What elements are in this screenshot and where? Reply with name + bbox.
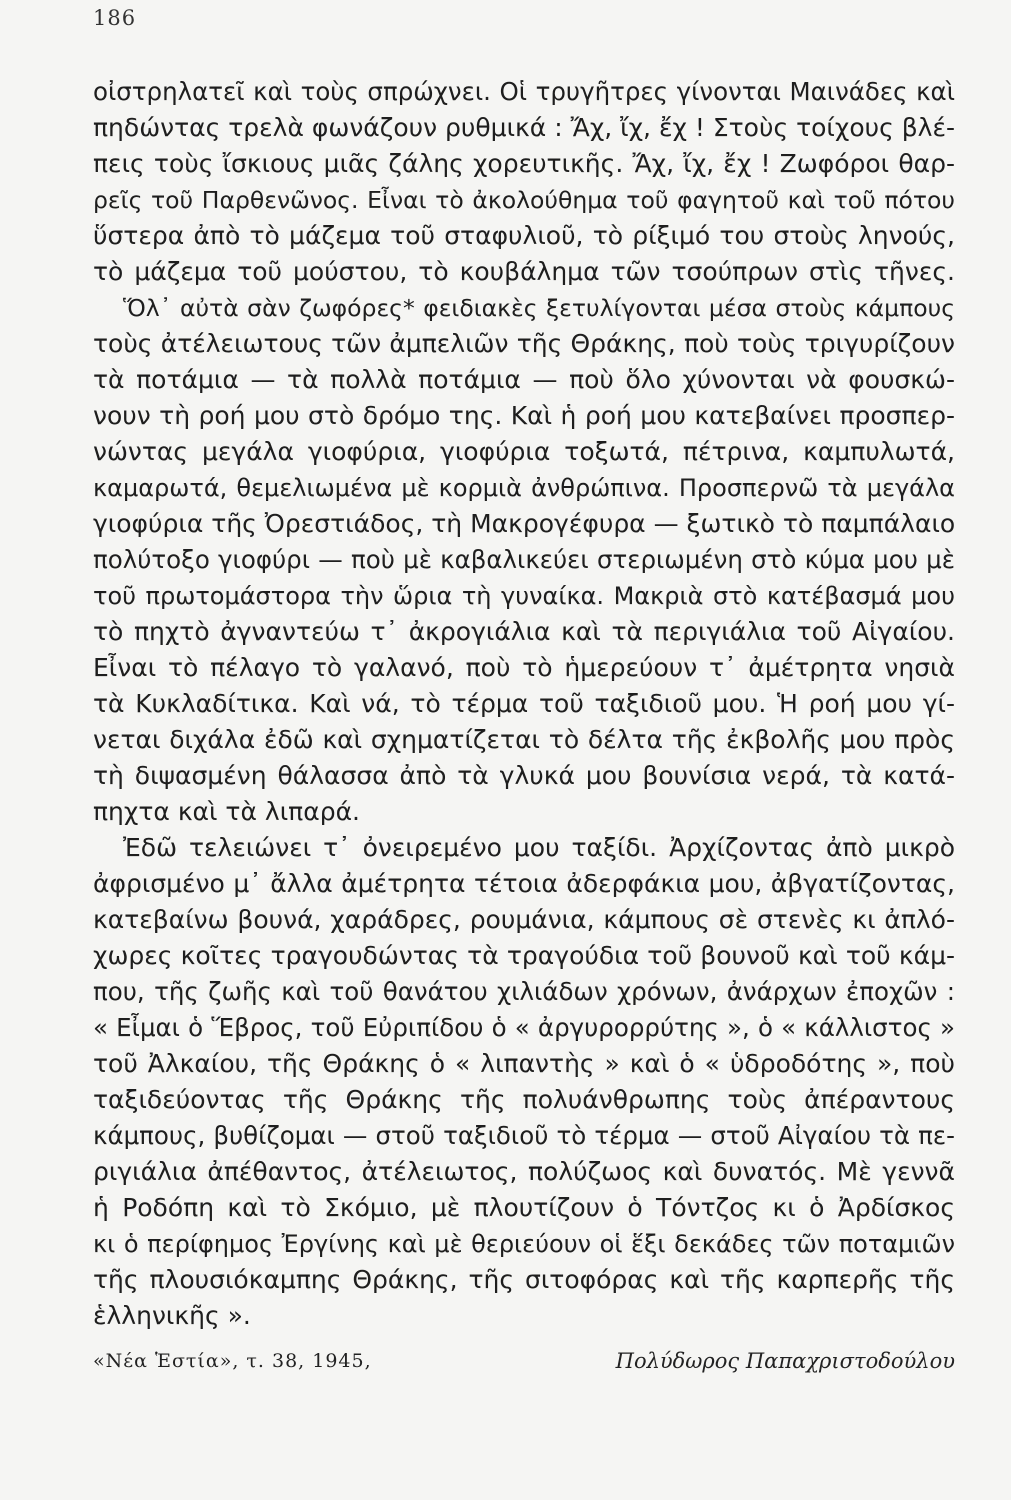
text-line: καμαρωτά, θεμελιωμένα μὲ κορμιὰ ἀνθρώπινα. Προσπερνῶ τὰ μεγάλα [93, 474, 955, 502]
text-line: νουν τὴ ροή μου στὸ δρόμο της. Καὶ ἡ ροή μου κατεβαίνει προσπερ- [93, 401, 955, 430]
text-line: κι ὁ περίφημος Ἐργίνης καὶ μὲ θεριεύουν οἱ ἕξι δεκάδες τῶν ποταμιῶν [93, 1230, 955, 1258]
text-line: τοῦ Ἀλκαίου, τῆς Θράκης ὁ « λιπαντὴς » καὶ ὁ « ὑδροδότης », ποὺ [93, 1049, 955, 1078]
text-line: τὴ διψασμένη θάλασσα ἀπὸ τὰ γλυκά μου βουνίσια νερά, τὰ κατά- [93, 761, 955, 790]
text-line: τὸ μάζεμα τοῦ μούστου, τὸ κουβάλημα τῶν τσούπρων στὶς τῆνες. [93, 257, 955, 286]
text-line: « Εἶμαι ὁ Ἕβρος, τοῦ Εὐριπίδου ὁ « ἀργυρορρύτης », ὁ « κάλλιστος » [93, 1013, 955, 1042]
text-line: κάμπους, βυθίζομαι — στοῦ ταξιδιοῦ τὸ τέρμα — στοῦ Αἰγαίου τὰ πε- [93, 1121, 955, 1150]
text-line: πηχτα καὶ τὰ λιπαρά. [93, 797, 360, 826]
text-line: Ἐδῶ τελειώνει τ᾽ ὀνειρεμένο μου ταξίδι. Ἀρχίζοντας ἀπὸ μικρὸ [123, 833, 955, 862]
text-line: ταξιδεύοντας τῆς Θράκης τῆς πολυάνθρωπης τοὺς ἀπέραντους [93, 1085, 955, 1114]
text-line: οἰστρηλατεῖ καὶ τοὺς σπρώχνει. Οἱ τρυγῆτρες γίνονται Μαινάδες καὶ [93, 77, 955, 106]
text-line: νεται διχάλα ἐδῶ καὶ σχηματίζεται τὸ δέλτα τῆς ἐκβολῆς μου πρὸς [93, 725, 955, 754]
text-line: τοὺς ἀτέλειωτους τῶν ἀμπελιῶν τῆς Θράκης, ποὺ τοὺς τριγυρίζουν [93, 329, 955, 358]
author-name: Πολύδωρος Παπαχριστοδούλου [615, 1349, 955, 1373]
text-line: ἀφρισμένο μ᾽ ἄλλα ἀμέτρητα τέτοια ἀδερφάκια μου, ἀβγατίζοντας, [93, 869, 955, 898]
text-line: νώντας μεγάλα γιοφύρια, γιοφύρια τοξωτά, πέτρινα, καμπυλωτά, [93, 437, 955, 466]
text-line: τὰ Κυκλαδίτικα. Καὶ νά, τὸ τέρμα τοῦ ταξιδιοῦ μου. Ἡ ροή μου γί- [93, 689, 955, 718]
text-line: Ὅλ᾽ αὐτὰ σὰν ζωφόρες* φειδιακὲς ξετυλίγονται μέσα στοὺς κάμπους [123, 294, 955, 322]
text-line: ἡ Ροδόπη καὶ τὸ Σκόμιο, μὲ πλουτίζουν ὁ Τόντζος κι ὁ Ἀρδίσκος [93, 1193, 955, 1222]
page-number: 186 [93, 6, 137, 30]
text-line: πηδώντας τρελὰ φωνάζουν ρυθμικά : Ἄχ, ἴχ, ἔχ ! Στοὺς τοίχους βλέ- [93, 113, 955, 142]
text-line: γιοφύρια τῆς Ὀρεστιάδος, τὴ Μακρογέφυρα — ξωτικὸ τὸ παμπάλαιο [93, 509, 956, 538]
text-line: πολύτοξο γιοφύρι — ποὺ μὲ καβαλικεύει στεριωμένη στὸ κύμα μου μὲ [93, 545, 955, 574]
text-line: Εἶναι τὸ πέλαγο τὸ γαλανό, ποὺ τὸ ἡμερεύουν τ᾽ ἀμέτρητα νησιὰ [93, 653, 955, 682]
text-line: χωρες κοῖτες τραγουδώντας τὰ τραγούδια τοῦ βουνοῦ καὶ τοῦ κάμ- [93, 941, 955, 970]
text-line: ἑλληνικῆς ». [93, 1301, 251, 1330]
source-footer [93, 1343, 955, 1379]
text-line: ριγιάλια ἀπέθαντος, ἀτέλειωτος, πολύζωος καὶ δυνατός. Μὲ γεννᾶ [93, 1157, 955, 1186]
text-line: τῆς πλουσιόκαμπης Θράκης, τῆς σιτοφόρας καὶ τῆς καρπερῆς τῆς [93, 1265, 955, 1294]
text-line: πεις τοὺς ἴσκιους μιᾶς ζάλης χορευτικῆς. Ἄχ, ἴχ, ἔχ ! Ζωφόροι θαρ- [93, 149, 955, 178]
text-line: ρεῖς τοῦ Παρθενῶνος. Εἶναι τὸ ἀκολούθημα τοῦ φαγητοῦ καὶ τοῦ πότου [93, 186, 955, 214]
text-line: ὕστερα ἀπὸ τὸ μάζεμα τοῦ σταφυλιοῦ, τὸ ρίξιμό του στοὺς ληνούς, [93, 221, 955, 250]
source-citation: «Νέα Ἑστία», τ. 38, 1945, [93, 1350, 372, 1372]
text-line: τοῦ πρωτομάστορα τὴν ὥρια τὴ γυναίκα. Μακριὰ στὸ κατέβασμά μου [93, 582, 955, 610]
text-line: που, τῆς ζωῆς καὶ τοῦ θανάτου χιλιάδων χρόνων, ἀνάρχων ἐποχῶν : [93, 977, 955, 1006]
text-line: τὰ ποτάμια — τὰ πολλὰ ποτάμια — ποὺ ὅλο χύνονται νὰ φουσκώ- [93, 365, 955, 394]
text-line: κατεβαίνω βουνά, χαράδρες, ρουμάνια, κάμπους σὲ στενὲς κι ἀπλό- [93, 905, 955, 934]
text-line: τὸ πηχτὸ ἀγναντεύω τ᾽ ἀκρογιάλια καὶ τὰ περιγιάλια τοῦ Αἰγαίου. [93, 617, 955, 646]
